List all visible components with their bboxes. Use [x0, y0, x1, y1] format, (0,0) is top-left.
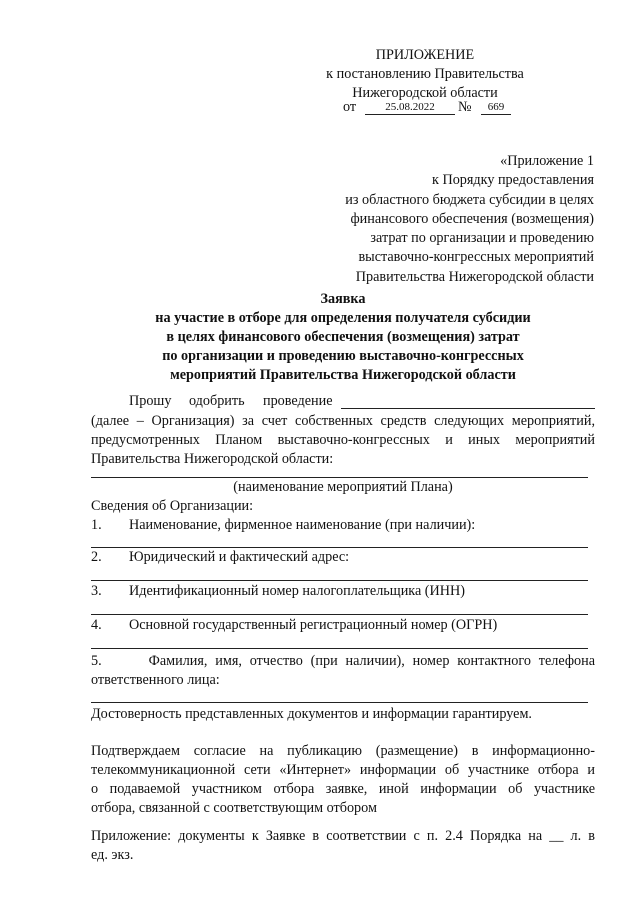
consent-line: отбора, связанной с соответствующим отбором	[91, 800, 377, 816]
decree-number: 669	[481, 101, 511, 115]
attachment-line: ед. экз.	[91, 847, 134, 863]
annex-line: выставочно-конгрессных мероприятий	[358, 249, 594, 266]
annex-line: из областного бюджета субсидии в целях	[345, 191, 594, 208]
request-cont-3: Правительства Нижегородской области:	[91, 451, 334, 467]
item-blank-line	[91, 702, 588, 703]
plan-caption: (наименование мероприятий Плана)	[233, 479, 453, 495]
item-number: 1.	[91, 517, 102, 533]
title-line: мероприятий Правительства Нижегородской области	[170, 367, 516, 383]
consent-line: о подаваемой участником отбора заявке, иной информации об участнике	[91, 781, 595, 797]
request-cont-2: предусмотренных Планом выставочно-конгрессных и иных мероприятий	[91, 432, 595, 448]
title-line: Заявка	[320, 291, 366, 307]
header-title: ПРИЛОЖЕНИЕ	[375, 47, 475, 63]
request-word: одобрить	[189, 393, 245, 409]
title-line: в целях финансового обеспечения (возмещения) затрат	[166, 329, 520, 345]
document-title	[91, 290, 595, 385]
annex-line: финансового обеспечения (возмещения)	[350, 210, 594, 227]
decree-date: 25.08.2022	[365, 101, 455, 115]
annex-line: к Порядку предоставления	[432, 172, 594, 189]
header-date-row	[343, 99, 523, 119]
title-line: на участие в отборе для определения получателя субсидии	[155, 310, 531, 326]
item-blank-line	[91, 614, 588, 615]
guarantee-text: Достоверность представленных документов и информации гарантируем.	[91, 706, 532, 722]
annex-block	[260, 152, 594, 287]
item-number: 3.	[91, 583, 102, 599]
attachment-line: Приложение: документы к Заявке в соответствии с п. 2.4 Порядка на __ л. в	[91, 828, 595, 844]
item-blank-line	[91, 580, 588, 581]
number-label: №	[458, 99, 472, 115]
annex-line: «Приложение 1	[500, 153, 594, 169]
from-label: от	[343, 99, 357, 115]
annex-line: затрат по организации и проведению	[370, 230, 594, 247]
item-text: Юридический и фактический адрес:	[129, 549, 350, 565]
request-word: проведение	[263, 393, 333, 409]
request-cont-1: (далее – Организация) за счет собственных средств следующих мероприятий,	[91, 413, 595, 429]
event-name-blank	[341, 408, 595, 409]
item-number: 2.	[91, 549, 102, 565]
item-text: Основной государственный регистрационный номер (ОГРН)	[129, 617, 498, 633]
item-text: Идентификационный номер налогоплательщика (ИНН)	[129, 583, 465, 599]
item5-line1	[91, 652, 595, 672]
annex-line: Правительства Нижегородской области	[355, 268, 594, 285]
org-info-heading: Сведения об Организации:	[91, 498, 254, 514]
header-line2: Нижегородской области	[352, 85, 498, 101]
consent-line: Подтверждаем согласие на публикацию (размещение) в информационно-	[91, 743, 595, 759]
request-line	[129, 393, 595, 413]
item5-line2: ответственного лица:	[91, 672, 220, 688]
item-text: Наименование, фирменное наименование (при наличии):	[129, 517, 476, 533]
header-line1: к постановлению Правительства	[326, 66, 524, 82]
item-blank-line	[91, 648, 588, 649]
item5-text: 5. Фамилия, имя, отчество (при наличии), номер контактного телефона	[91, 653, 595, 669]
header-block	[300, 46, 550, 103]
request-word: Прошу	[129, 393, 172, 409]
consent-line: телекоммуникационной сети «Интернет» информации об участнике отбора и	[91, 762, 595, 778]
item-number: 4.	[91, 617, 102, 633]
title-line: по организации и проведению выставочно-конгрессных	[162, 348, 524, 364]
